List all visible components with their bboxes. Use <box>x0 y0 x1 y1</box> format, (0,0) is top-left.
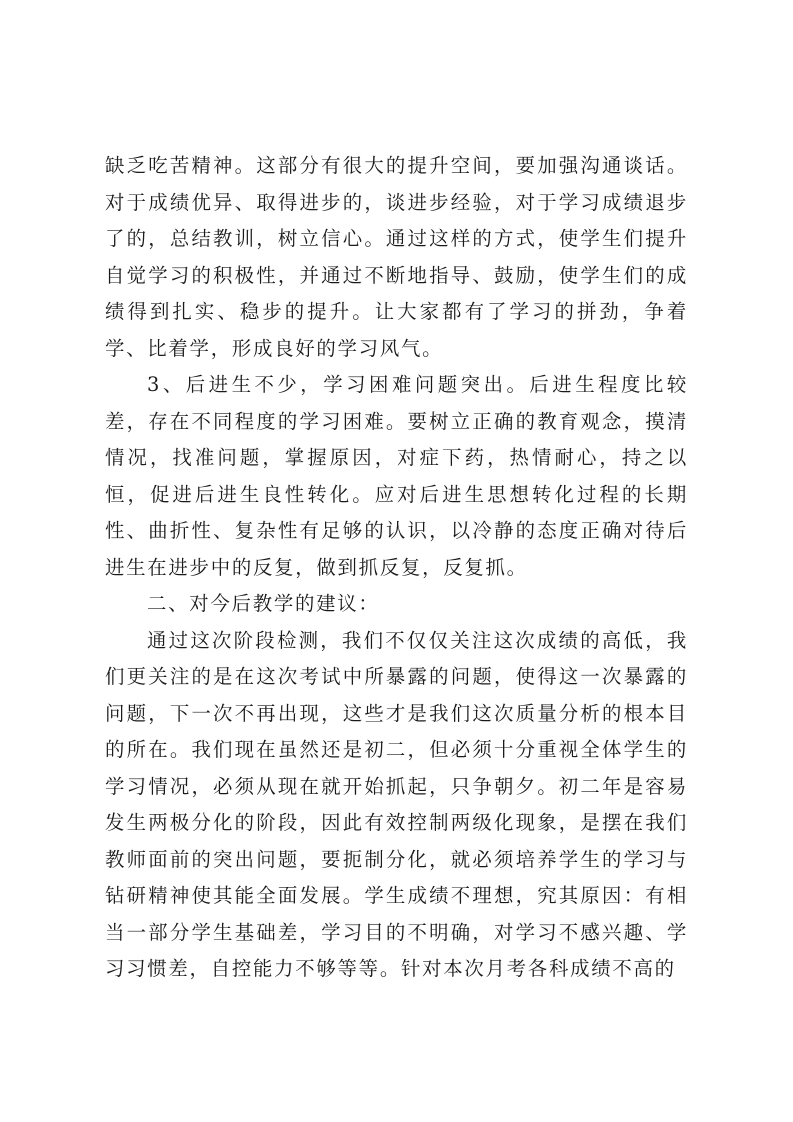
section-heading: 二、对今后教学的建议： <box>147 592 380 615</box>
body-paragraph-2: 3、后进生不少，学习困难问题突出。后进生程度比较差，存在不同程度的学习困难。要树立正确的教育观念，摸清情况，找准问题，掌握原因，对症下药，热情耐心，持之以恒，促进后进生良性转化。应对后进生思想转化过程的长期性、曲折性、复杂性有足够的认识，以冷静的态度正确对待后进生在进步中的反复，做到抓反复，反复抓。 <box>105 373 688 579</box>
body-paragraph-3: 通过这次阶段检测，我们不仅仅关注这次成绩的高低，我们更关注的是在这次考试中所暴露的问题，使得这一次暴露的问题，下一次不再出现，这些才是我们这次质量分析的根本目的所在。我们现在虽然还是初二，但必须十分重视全体学生的学习情况，必须从现在就开始抓起，只争朝夕。初二年是容易发生两极分化的阶段，因此有效控制两级化现象，是摆在我们教师面前的突出问题，要扼制分化，就必须培养学生的学习与钻研精神使其能全面发展。学生成绩不理想，究其原因：有相当一部分学生基础差，学习目的不明确，对学习不感兴趣、学习习惯差，自控能力不够等等。针对本次月考各科成绩不高的 <box>105 628 688 980</box>
document-page <box>105 148 688 988</box>
body-paragraph-1: 缺乏吃苦精神。这部分有很大的提升空间，要加强沟通谈话。对于成绩优异、取得进步的，谈进步经验，对于学习成绩退步了的，总结教训，树立信心。通过这样的方式，使学生们提升自觉学习的积极性，并通过不断地指导、鼓励，使学生们的成绩得到扎实、稳步的提升。让大家都有了学习的拼劲，争着学、比着学，形成良好的学习风气。 <box>105 154 688 360</box>
